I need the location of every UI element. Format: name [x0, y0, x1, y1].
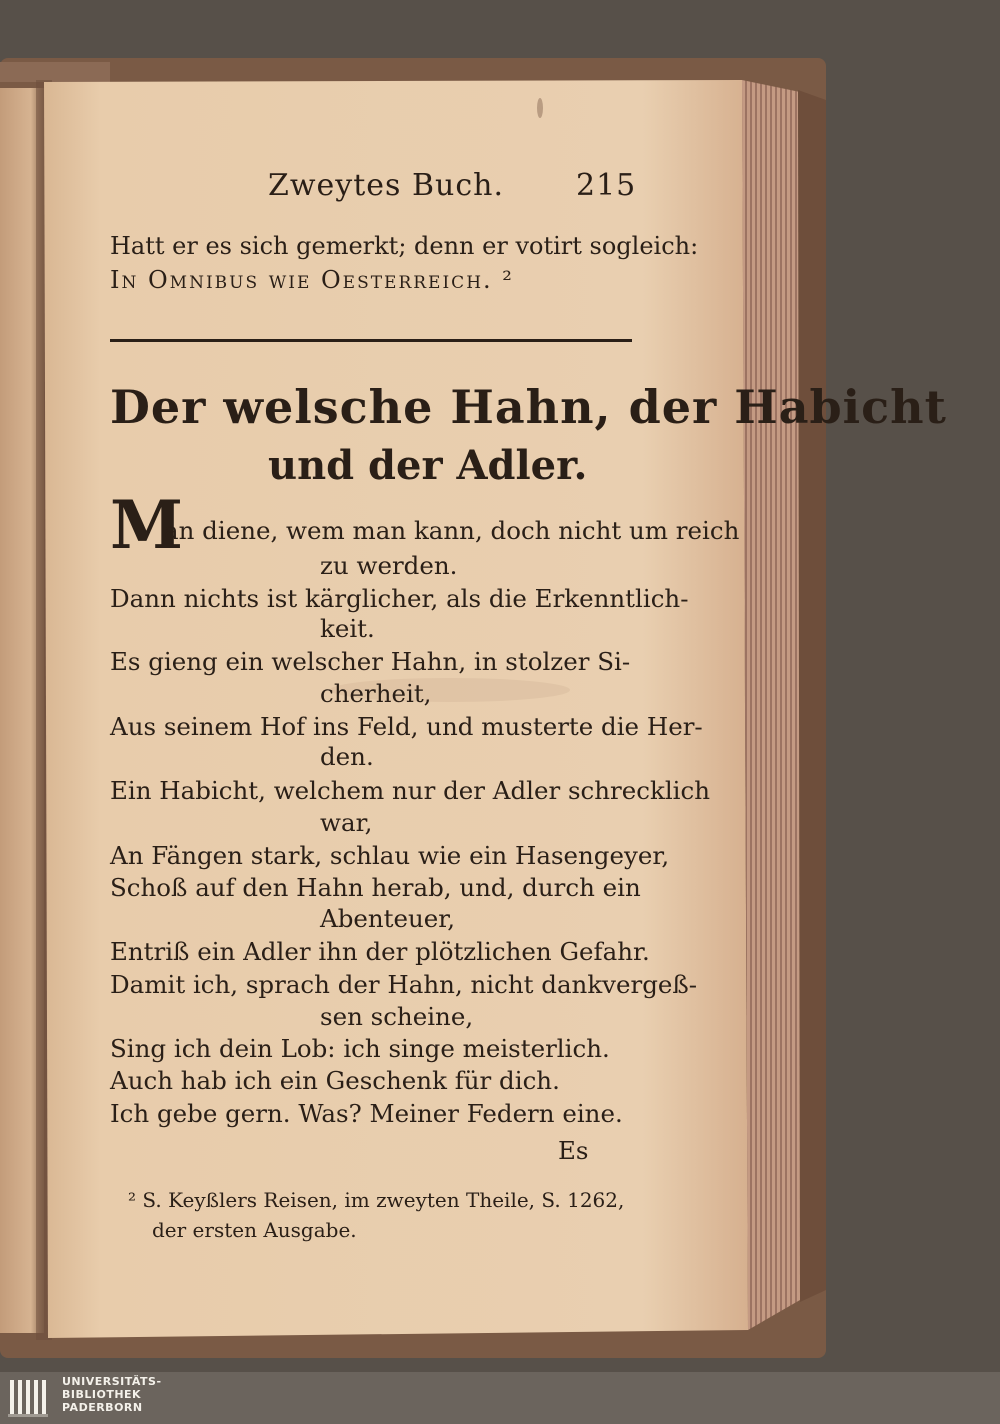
catchword: Es	[558, 1136, 589, 1165]
verse-line-first: an diene, wem man kann, doch nicht um reich	[164, 516, 740, 545]
verse-line: Abenteuer,	[320, 904, 456, 933]
library-logo-line-1: UNIVERSITÄTS-	[62, 1375, 162, 1388]
verse-line: den.	[320, 742, 374, 771]
verse-line: cherheit,	[320, 679, 432, 708]
fable-title-line-1: Der welsche Hahn, der Habicht	[110, 380, 947, 434]
verse-line: Entriß ein Adler ihn der plötzlichen Gefahr.	[110, 937, 650, 966]
intro-line-2	[110, 266, 514, 294]
verse-line: Aus seinem Hof ins Feld, und musterte die Her-	[110, 712, 703, 741]
library-logo-line-2: BIBLIOTHEK	[62, 1388, 142, 1401]
page-number: 215	[576, 168, 637, 203]
verse-line: Es gieng ein welscher Hahn, in stolzer Si-	[110, 647, 631, 676]
verse-line: Dann nichts ist kärglicher, als die Erkenntlich-	[110, 584, 689, 613]
verse-line: An Fängen stark, schlau wie ein Hasengeyer,	[110, 841, 670, 870]
library-logo-line-3: PADERBORN	[62, 1401, 143, 1414]
section-rule	[110, 339, 632, 342]
running-title: Zweytes Buch.	[268, 168, 504, 203]
verse-line: Ein Habicht, welchem nur der Adler schrecklich	[110, 776, 710, 805]
verse-line: keit.	[320, 614, 375, 643]
verse-line: Ich gebe gern. Was? Meiner Federn eine.	[110, 1099, 623, 1128]
verse-line: Damit ich, sprach der Hahn, nicht dankvergeß-	[110, 970, 698, 999]
verse-line: Auch hab ich ein Geschenk für dich.	[110, 1066, 560, 1095]
verse-line: war,	[320, 808, 373, 837]
page-edges	[742, 80, 800, 1330]
footnote-line-2: der ersten Ausgabe.	[152, 1218, 357, 1242]
drop-cap: M	[110, 486, 184, 564]
footnote-line-1: ² S. Keyßlers Reisen, im zweyten Theile, S. 1262,	[128, 1188, 625, 1212]
verse-line: Sing ich dein Lob: ich singe meisterlich.	[110, 1034, 610, 1063]
verse-line: Schoß auf den Hahn herab, und, durch ein	[110, 873, 641, 902]
fable-title-line-2: und der Adler.	[268, 442, 588, 489]
verse-line: sen scheine,	[320, 1002, 474, 1031]
intro-line-2-text: In Omnibus wie Oesterreich. ²	[110, 266, 514, 294]
intro-line-1: Hatt er es sich gemerkt; denn er votirt sogleich:	[110, 232, 699, 260]
verse-line: zu werden.	[320, 551, 458, 580]
